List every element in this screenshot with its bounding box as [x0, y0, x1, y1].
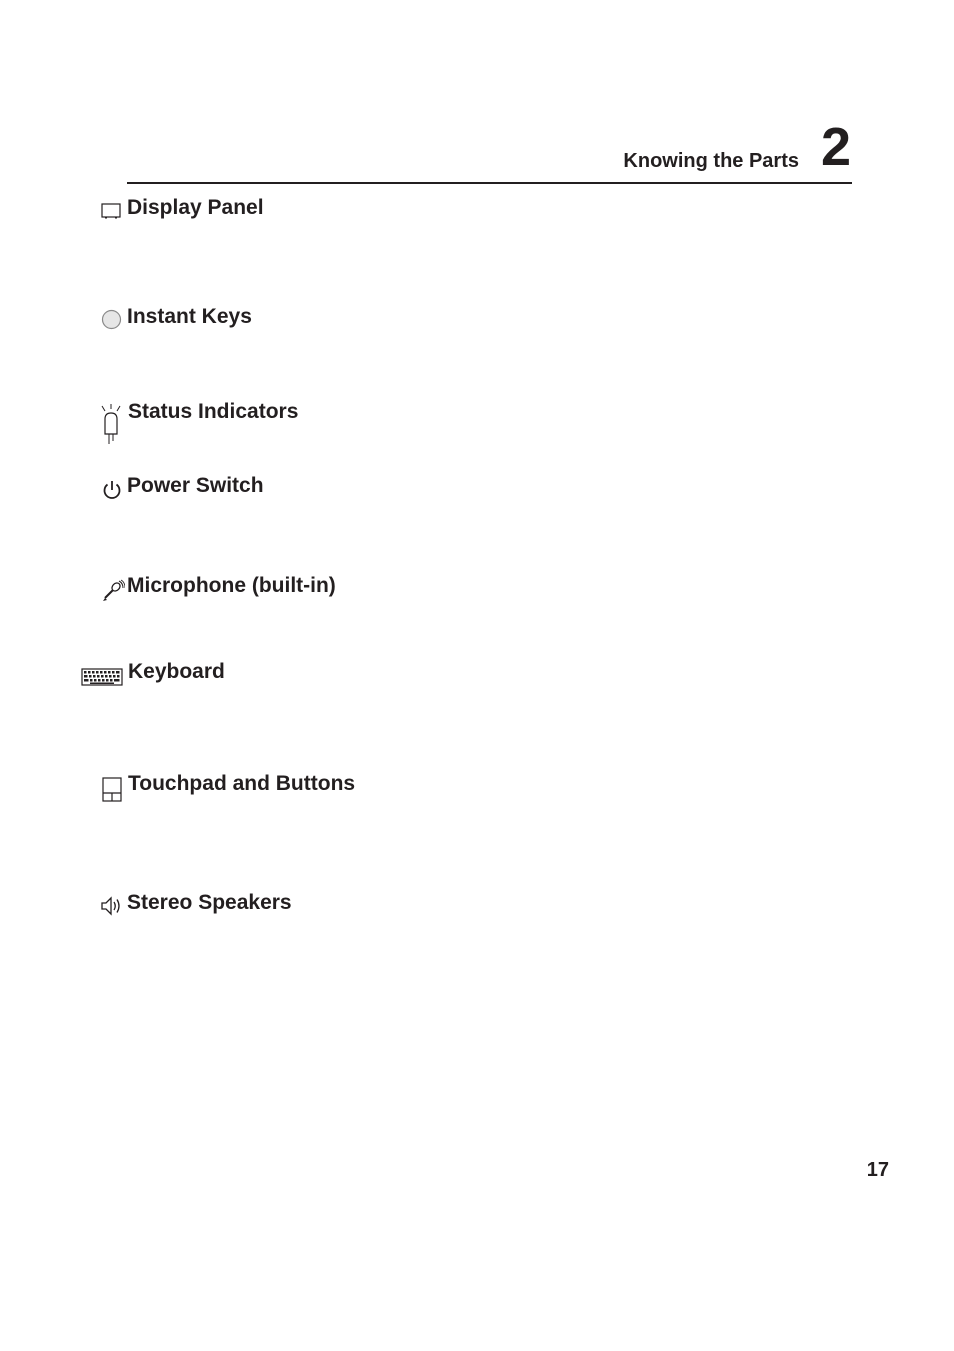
touchpad-icon [102, 777, 122, 807]
header-divider [127, 182, 852, 184]
display-icon [101, 203, 121, 224]
section-instant-keys [0, 305, 700, 345]
section-title: Touchpad and Buttons [128, 772, 356, 795]
section-title: Microphone (built-in) [127, 574, 336, 597]
section-power-switch [0, 474, 700, 514]
circle-button-icon [101, 309, 122, 335]
power-icon [101, 479, 123, 506]
section-title: Display Panel [127, 196, 264, 219]
microphone-icon [101, 579, 125, 608]
section-title: Status Indicators [128, 400, 299, 423]
section-title: Stereo Speakers [127, 891, 292, 914]
section-title: Instant Keys [127, 305, 252, 328]
speaker-icon [100, 895, 124, 922]
chapter-number: 2 [820, 117, 851, 177]
section-touchpad [0, 772, 700, 812]
led-indicator-icon [100, 403, 124, 452]
section-title: Power Switch [127, 474, 264, 497]
section-status-indicators [0, 400, 700, 450]
keyboard-icon [81, 668, 123, 691]
chapter-title: Knowing the Parts [623, 150, 799, 172]
section-stereo-speakers [0, 891, 700, 931]
section-title: Keyboard [128, 660, 225, 683]
page-number: 17 [866, 1159, 889, 1181]
section-microphone [0, 574, 700, 614]
section-keyboard [0, 660, 700, 700]
section-display-panel [0, 196, 700, 236]
